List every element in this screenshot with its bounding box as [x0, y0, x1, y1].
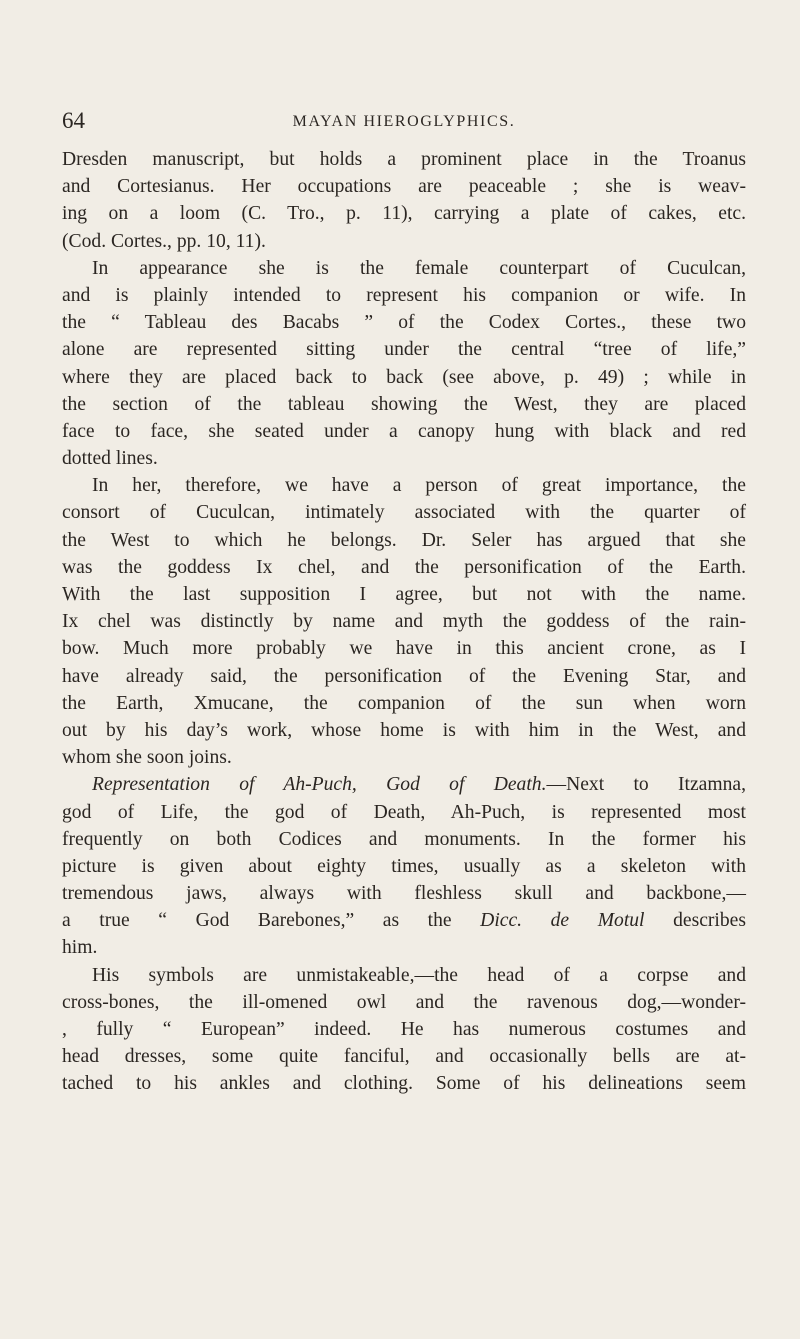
text-segment: a true “ God Barebones,” as the: [62, 910, 481, 932]
text-line: and is plainly intended to represent his companion or wife. In: [62, 284, 746, 306]
text-line: In appearance she is the female counterpart of Cuculcan,: [92, 257, 746, 279]
text-line: Ix chel was distinctly by name and myth the goddess of the rain-: [62, 611, 746, 633]
text-line: out by his day’s work, whose home is with him in the West, and: [62, 719, 746, 741]
text-line: (Cod. Cortes., pp. 10, 11).: [62, 230, 266, 252]
text-segment: describes: [644, 910, 746, 932]
section-heading: Representation of Ah-Puch, God of Death.: [92, 774, 547, 796]
text-line: In her, therefore, we have a person of great importance, the: [92, 475, 746, 497]
text-line: Dresden manuscript, but holds a prominent place in the Troanus: [62, 149, 746, 170]
text-line: tremendous jaws, always with fleshless skull and backbone,—: [62, 883, 746, 905]
text-line: frequently on both Codices and monuments. In the former his: [62, 828, 746, 850]
text-line: the Earth, Xmucane, the companion of the sun when worn: [62, 692, 746, 714]
text-line: head dresses, some quite fanciful, and occasionally bells are at-: [62, 1046, 746, 1068]
book-title-reference: Dicc. de Motul: [480, 910, 645, 932]
text-line: and Cortesianus. Her occupations are peaceable ; she is weav-: [62, 176, 746, 198]
body-text: [62, 146, 746, 1098]
page-header: [62, 106, 746, 136]
text-line: ing on a loom (C. Tro., p. 11), carrying a plate of cakes, etc.: [62, 203, 746, 225]
text-line: His symbols are unmistakeable,—the head of a corpse and: [92, 964, 746, 986]
text-line: tached to his ankles and clothing. Some of his delineations seem: [62, 1073, 746, 1095]
section-heading-line: [62, 771, 746, 798]
text-line-dicc: [62, 907, 746, 934]
text-line: have already said, the personification of the Evening Star, and: [62, 665, 746, 687]
text-line: the section of the tableau showing the West, they are placed: [62, 393, 746, 415]
text-line: face to face, she seated under a canopy hung with black and red: [62, 420, 746, 442]
text-line: whom she soon joins.: [62, 747, 232, 769]
text-line: picture is given about eighty times, usually as a skeleton with: [62, 855, 746, 877]
text-line: dotted lines.: [62, 448, 158, 470]
text-line: alone are represented sitting under the central “tree of life,”: [62, 339, 746, 361]
text-line: , fully “ European” indeed. He has numerous costumes and: [62, 1019, 746, 1040]
text-line: consort of Cuculcan, intimately associated with the quarter of: [62, 502, 746, 524]
text-line: god of Life, the god of Death, Ah-Puch, is represented most: [62, 801, 746, 823]
text-line: the “ Tableau des Bacabs ” of the Codex Cortes., these two: [62, 312, 746, 334]
page-number: 64: [62, 108, 85, 133]
text-line: bow. Much more probably we have in this ancient crone, as I: [62, 638, 746, 660]
text-line: was the goddess Ix chel, and the personification of the Earth.: [62, 556, 746, 578]
text-line: With the last supposition I agree, but not with the name.: [62, 584, 746, 605]
text-line: the West to which he belongs. Dr. Seler has argued that she: [62, 529, 746, 551]
text-line: him.: [62, 937, 98, 959]
section-heading-continuation: —Next to Itzamna,: [546, 774, 746, 796]
text-line: cross-bones, the ill-omened owl and the ravenous dog,—wonder-: [62, 991, 746, 1013]
running-title: MAYAN HIEROGLYPHICS.: [292, 113, 516, 130]
text-line: where they are placed back to back (see above, p. 49) ; while in: [62, 366, 746, 388]
